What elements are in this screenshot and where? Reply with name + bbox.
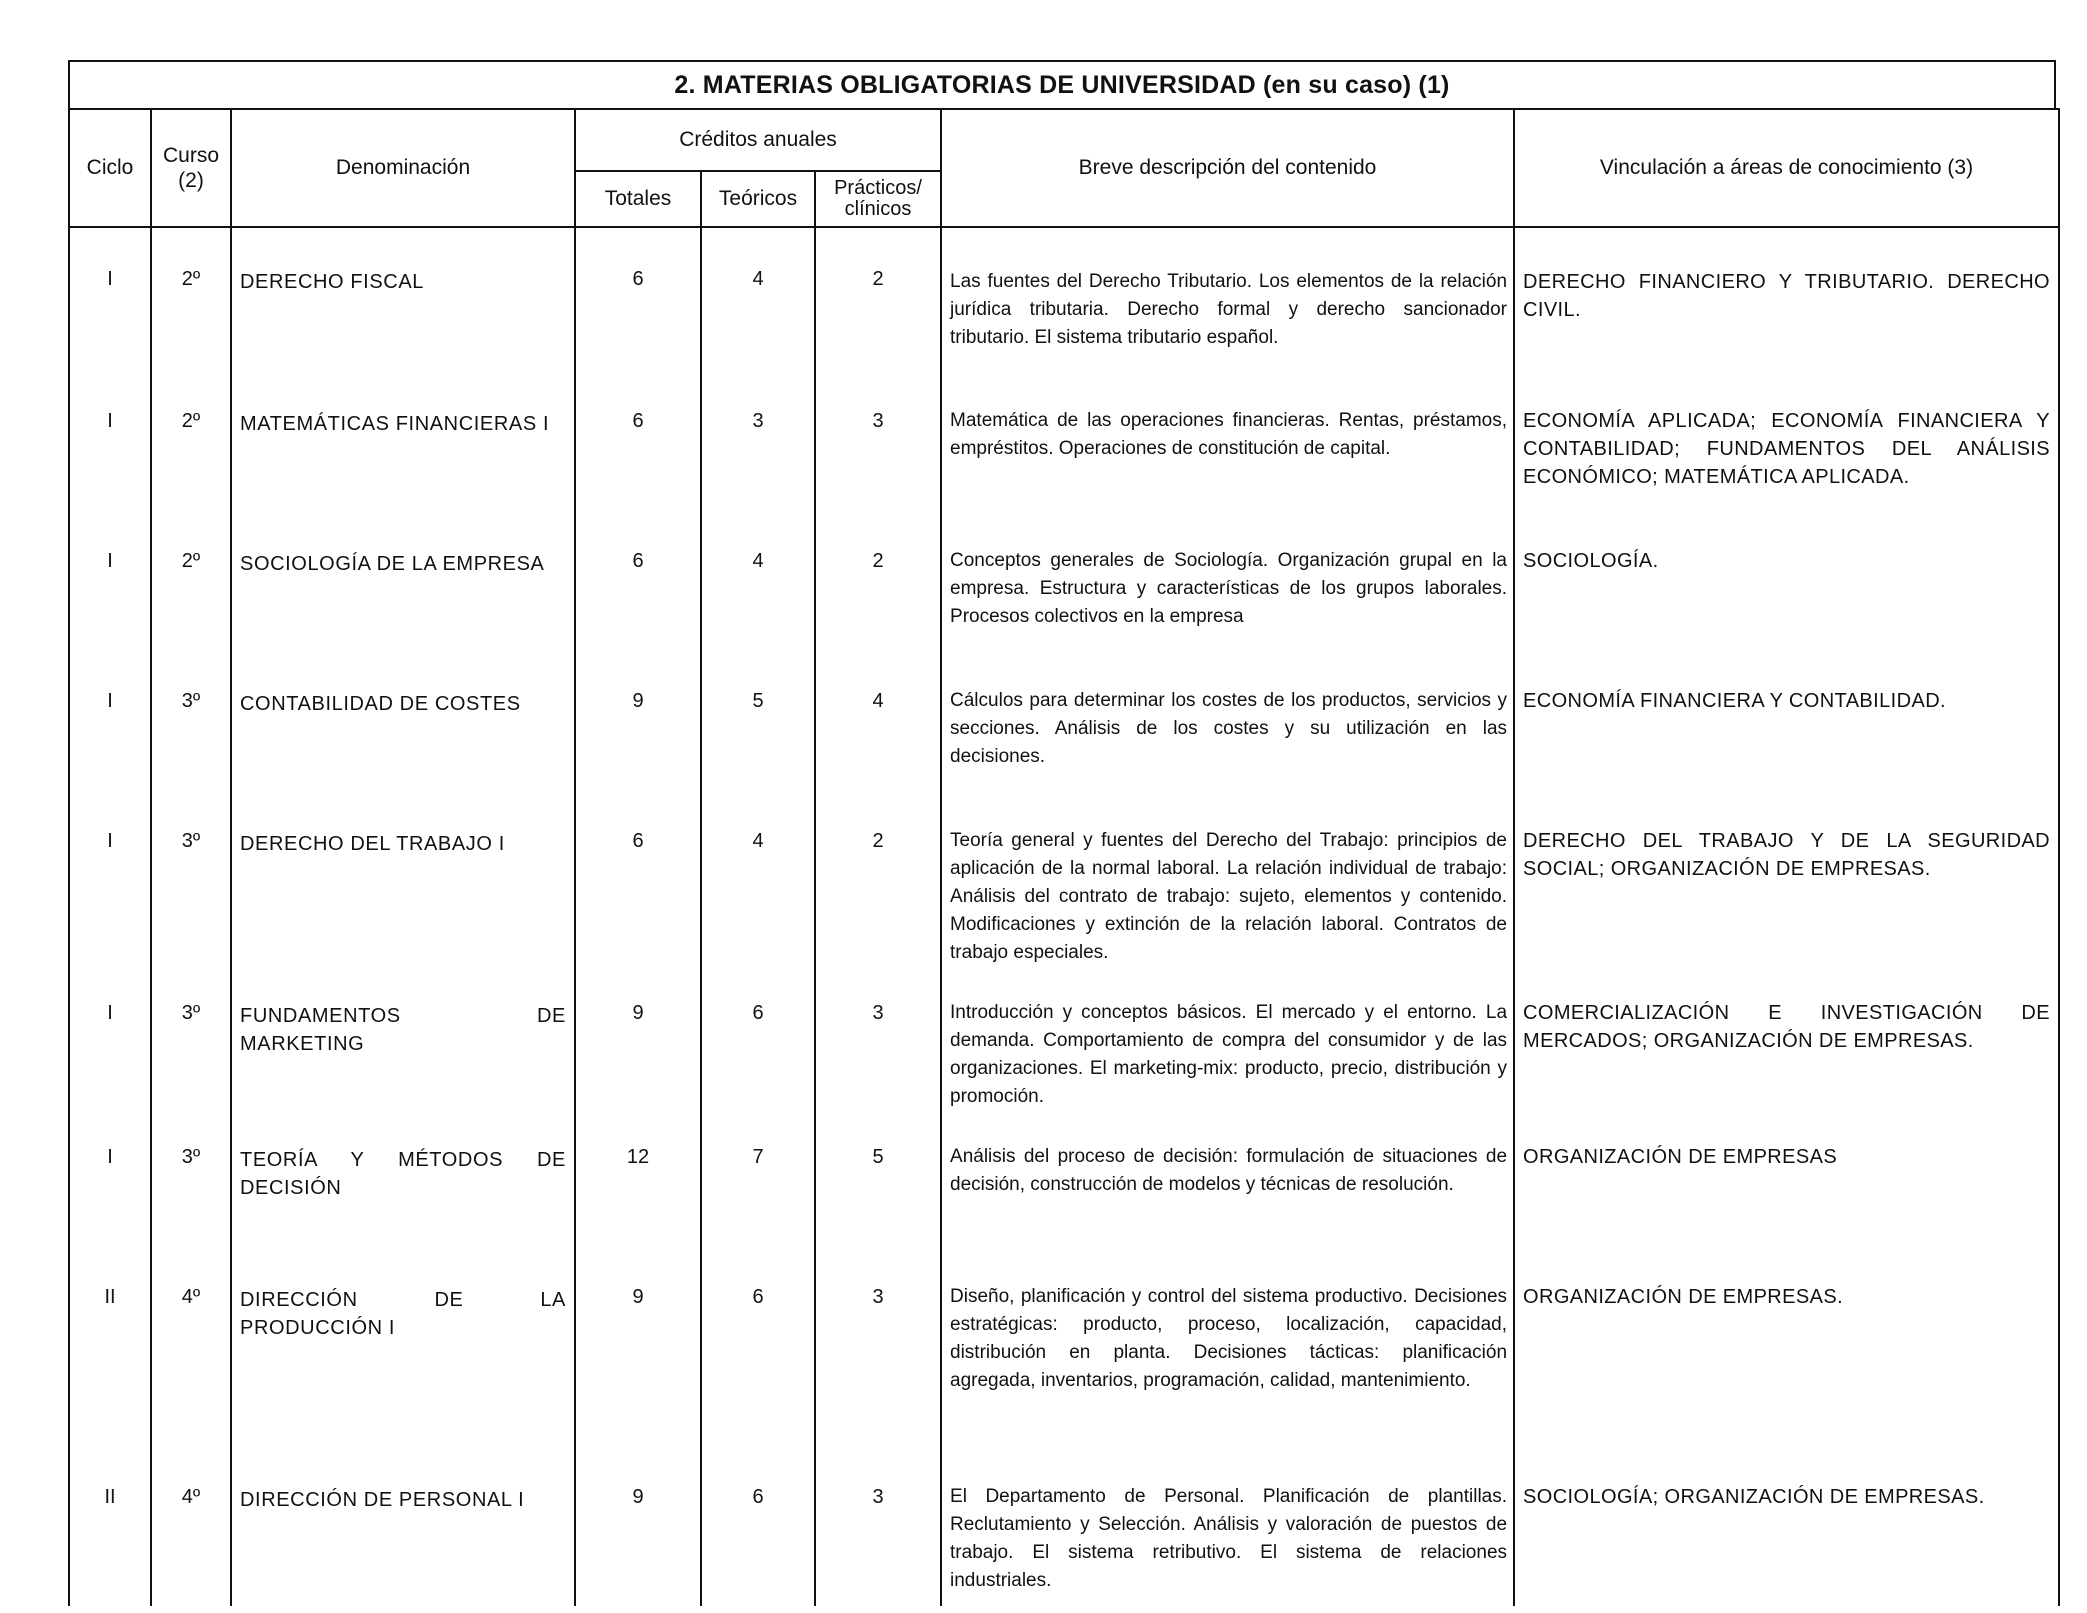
header-curso: Curso (2) — [151, 109, 231, 227]
cell-curso: 3º — [151, 1111, 231, 1251]
table-row — [69, 967, 2059, 1111]
cell-vinculacion: SOCIOLOGÍA. — [1514, 515, 2059, 655]
table-row — [69, 375, 2059, 515]
cell-descripcion: Introducción y conceptos básicos. El mercado y el entorno. La demanda. Comportamiento de compra del consumidor y de las organizaciones. El marketing-mix: producto, precio, distribución y promoción. — [941, 967, 1514, 1111]
cell-teoricos: 3 — [701, 375, 815, 515]
cell-denominacion: DERECHO FISCAL — [231, 227, 575, 375]
cell-teoricos: 6 — [701, 1451, 815, 1606]
cell-descripcion: Análisis del proceso de decisión: formulación de situaciones de decisión, construcción de modelos y técnicas de resolución. — [941, 1111, 1514, 1251]
header-denominacion: Denominación — [231, 109, 575, 227]
cell-curso: 2º — [151, 227, 231, 375]
table-row — [69, 1111, 2059, 1251]
cell-denominacion: FUNDAMENTOS DE MARKETING — [231, 967, 575, 1111]
cell-vinculacion: SOCIOLOGÍA; ORGANIZACIÓN DE EMPRESAS. — [1514, 1451, 2059, 1606]
cell-ciclo: I — [69, 375, 151, 515]
cell-denominacion: DIRECCIÓN DE LA PRODUCCIÓN I — [231, 1251, 575, 1451]
cell-practicos: 2 — [815, 515, 941, 655]
header-teoricos: Teóricos — [701, 171, 815, 227]
cell-totales: 9 — [575, 1251, 701, 1451]
cell-totales: 6 — [575, 227, 701, 375]
cell-teoricos: 4 — [701, 227, 815, 375]
cell-curso: 2º — [151, 375, 231, 515]
cell-ciclo: I — [69, 227, 151, 375]
cell-curso: 3º — [151, 795, 231, 967]
header-totales: Totales — [575, 171, 701, 227]
cell-descripcion: Las fuentes del Derecho Tributario. Los elementos de la relación jurídica tributaria. Derecho formal y derecho sancionador tributario. El sistema tributario español. — [941, 227, 1514, 375]
cell-practicos: 4 — [815, 655, 941, 795]
table-row — [69, 1451, 2059, 1606]
cell-denominacion: DERECHO DEL TRABAJO I — [231, 795, 575, 967]
cell-ciclo: I — [69, 967, 151, 1111]
cell-descripcion: Matemática de las operaciones financieras. Rentas, préstamos, empréstitos. Operaciones de constitución de capital. — [941, 375, 1514, 515]
cell-vinculacion: ORGANIZACIÓN DE EMPRESAS — [1514, 1111, 2059, 1251]
cell-practicos: 3 — [815, 375, 941, 515]
cell-totales: 9 — [575, 967, 701, 1111]
cell-denominacion: TEORÍA Y MÉTODOS DE DECISIÓN — [231, 1111, 575, 1251]
cell-ciclo: II — [69, 1451, 151, 1606]
cell-vinculacion: ORGANIZACIÓN DE EMPRESAS. — [1514, 1251, 2059, 1451]
cell-teoricos: 4 — [701, 795, 815, 967]
cell-practicos: 5 — [815, 1111, 941, 1251]
cell-curso: 3º — [151, 967, 231, 1111]
cell-totales: 6 — [575, 795, 701, 967]
cell-curso: 3º — [151, 655, 231, 795]
cell-curso: 2º — [151, 515, 231, 655]
cell-teoricos: 6 — [701, 967, 815, 1111]
cell-teoricos: 4 — [701, 515, 815, 655]
cell-practicos: 2 — [815, 795, 941, 967]
cell-totales: 9 — [575, 1451, 701, 1606]
cell-vinculacion: COMERCIALIZACIÓN E INVESTIGACIÓN DE MERCADOS; ORGANIZACIÓN DE EMPRESAS. — [1514, 967, 2059, 1111]
document-page — [68, 60, 2058, 1610]
cell-descripcion: Conceptos generales de Sociología. Organización grupal en la empresa. Estructura y características de los grupos laborales. Procesos colectivos en la empresa — [941, 515, 1514, 655]
header-practicos: Prácticos/ clínicos — [815, 171, 941, 227]
cell-totales: 6 — [575, 515, 701, 655]
cell-practicos: 3 — [815, 967, 941, 1111]
cell-descripcion: El Departamento de Personal. Planificación de plantillas. Reclutamiento y Selección. Análisis y valoración de puestos de trabajo. El sistema retributivo. El sistema de relaciones industriales. — [941, 1451, 1514, 1606]
materias-table — [68, 108, 2060, 1606]
cell-vinculacion: DERECHO DEL TRABAJO Y DE LA SEGURIDAD SOCIAL; ORGANIZACIÓN DE EMPRESAS. — [1514, 795, 2059, 967]
table-row — [69, 655, 2059, 795]
cell-ciclo: I — [69, 655, 151, 795]
cell-totales: 9 — [575, 655, 701, 795]
cell-vinculacion: ECONOMÍA APLICADA; ECONOMÍA FINANCIERA Y CONTABILIDAD; FUNDAMENTOS DEL ANÁLISIS ECONÓMICO; MATEMÁTICA APLICADA. — [1514, 375, 2059, 515]
table-row — [69, 795, 2059, 967]
cell-vinculacion: DERECHO FINANCIERO Y TRIBUTARIO. DERECHO CIVIL. — [1514, 227, 2059, 375]
cell-practicos: 2 — [815, 227, 941, 375]
cell-ciclo: I — [69, 795, 151, 967]
cell-curso: 4º — [151, 1451, 231, 1606]
cell-descripcion: Teoría general y fuentes del Derecho del Trabajo: principios de aplicación de la normal laboral. La relación individual de trabajo: Análisis del contrato de trabajo: sujeto, elementos y contenido. Modificaciones y extinción de la relación laboral. Contratos de trabajo especiales. — [941, 795, 1514, 967]
cell-descripcion: Cálculos para determinar los costes de los productos, servicios y secciones. Análisis de los costes y su utilización en las decisiones. — [941, 655, 1514, 795]
cell-practicos: 3 — [815, 1251, 941, 1451]
cell-totales: 6 — [575, 375, 701, 515]
header-vinculacion: Vinculación a áreas de conocimiento (3) — [1514, 109, 2059, 227]
table-row — [69, 1251, 2059, 1451]
cell-ciclo: I — [69, 515, 151, 655]
cell-descripcion: Diseño, planificación y control del sistema productivo. Decisiones estratégicas: producto, proceso, localización, capacidad, distribución en planta. Decisiones tácticas: planificación agregada, inventarios, programación, calidad, mantenimiento. — [941, 1251, 1514, 1451]
cell-denominacion: MATEMÁTICAS FINANCIERAS I — [231, 375, 575, 515]
cell-vinculacion: ECONOMÍA FINANCIERA Y CONTABILIDAD. — [1514, 655, 2059, 795]
cell-ciclo: I — [69, 1111, 151, 1251]
cell-ciclo: II — [69, 1251, 151, 1451]
cell-curso: 4º — [151, 1251, 231, 1451]
cell-totales: 12 — [575, 1111, 701, 1251]
table-row — [69, 227, 2059, 375]
cell-denominacion: DIRECCIÓN DE PERSONAL I — [231, 1451, 575, 1606]
header-descripcion: Breve descripción del contenido — [941, 109, 1514, 227]
table-row — [69, 515, 2059, 655]
table-title: 2. MATERIAS OBLIGATORIAS DE UNIVERSIDAD (en su caso) (1) — [68, 60, 2056, 110]
cell-denominacion: SOCIOLOGÍA DE LA EMPRESA — [231, 515, 575, 655]
cell-teoricos: 7 — [701, 1111, 815, 1251]
cell-denominacion: CONTABILIDAD DE COSTES — [231, 655, 575, 795]
cell-practicos: 3 — [815, 1451, 941, 1606]
cell-teoricos: 6 — [701, 1251, 815, 1451]
header-ciclo: Ciclo — [69, 109, 151, 227]
cell-teoricos: 5 — [701, 655, 815, 795]
header-creditos-anuales: Créditos anuales — [575, 109, 941, 171]
